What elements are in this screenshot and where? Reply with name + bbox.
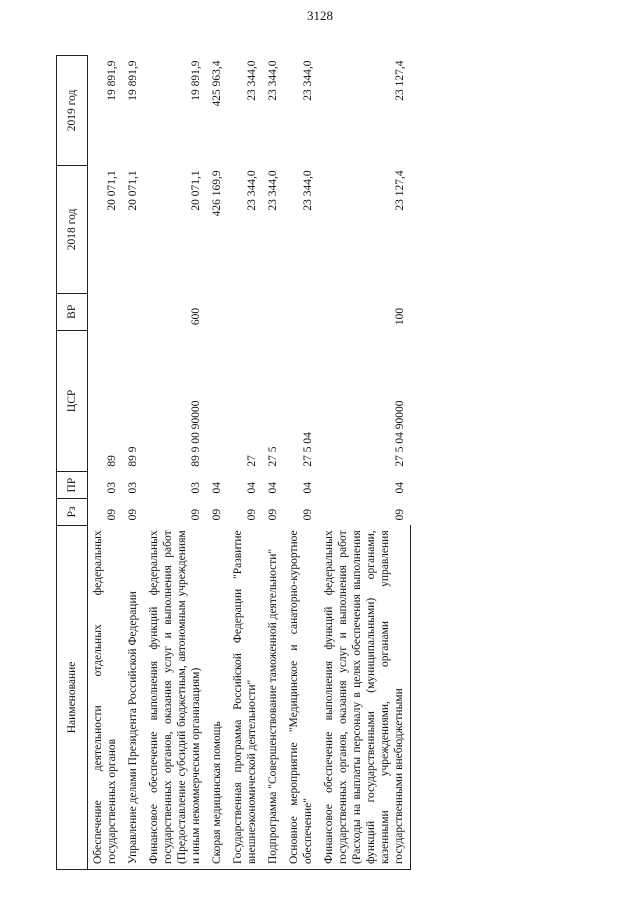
table-row xyxy=(144,56,207,870)
row-2019: 19 891,9 xyxy=(190,60,202,101)
table-header xyxy=(57,56,88,870)
row-vr: 100 xyxy=(393,307,406,326)
header-rz: Рз xyxy=(57,499,88,526)
header-vr: ВР xyxy=(57,294,88,331)
row-2018: 23 344,0 xyxy=(267,170,279,211)
table-row xyxy=(284,56,319,870)
row-vr xyxy=(228,294,263,331)
row-csr: 89 9 00 90000 xyxy=(190,400,202,467)
row-2019: 23 344,0 xyxy=(267,60,279,101)
row-2019: 425 963,4 xyxy=(211,60,223,107)
table-body xyxy=(88,56,411,870)
row-rz: 09 xyxy=(190,508,202,521)
page-number: 3128 xyxy=(307,8,333,23)
row-pr: 04 xyxy=(246,482,258,494)
table-row xyxy=(228,56,263,870)
row-2018: 426 169,9 xyxy=(211,170,223,217)
header-name: Наименование xyxy=(57,525,88,869)
row-csr xyxy=(207,330,228,472)
row-rz: 09 xyxy=(267,508,279,521)
header-2019: 2019 год xyxy=(57,56,88,166)
header-2018: 2018 год xyxy=(57,165,88,293)
table-row xyxy=(319,56,411,870)
row-vr: 600 xyxy=(190,307,202,326)
table-row xyxy=(88,56,124,870)
header-pr: ПР xyxy=(57,472,88,499)
row-rz: 09 xyxy=(106,508,118,521)
row-rz: 09 xyxy=(393,508,406,521)
row-vr xyxy=(284,294,319,331)
budget-table-rotated xyxy=(56,55,574,870)
row-rz: 09 xyxy=(302,508,314,521)
table-row xyxy=(123,56,144,870)
row-csr: 89 9 xyxy=(127,446,139,467)
budget-table xyxy=(56,55,411,870)
row-name: Управление делами Президента Российской Федерации xyxy=(123,525,144,869)
row-2019: 19 891,9 xyxy=(106,60,118,101)
row-pr: 04 xyxy=(211,482,223,494)
row-pr: 04 xyxy=(302,482,314,494)
row-csr: 89 xyxy=(106,455,118,467)
row-2018: 23 344,0 xyxy=(246,170,258,211)
row-vr xyxy=(123,294,144,331)
row-name: Подпрограмма "Совершенствование таможенной деятельности" xyxy=(263,525,284,869)
row-2018: 20 071,1 xyxy=(106,170,118,211)
row-pr: 04 xyxy=(393,482,406,494)
row-name: Финансовое обеспечение выполнения функций федеральных государственных органов, оказания услуг и выполнения работ (Предоставление субсидий бюджетным, автономным учреждениям и иным некоммерческим организациям) xyxy=(144,525,207,869)
row-pr: 03 xyxy=(190,482,202,494)
row-pr: 03 xyxy=(106,482,118,494)
row-2019: 23 127,4 xyxy=(393,60,406,101)
row-2019: 23 344,0 xyxy=(246,60,258,101)
row-2018: 23 127,4 xyxy=(393,170,406,211)
row-pr: 03 xyxy=(127,482,139,494)
row-csr: 27 5 04 xyxy=(302,432,314,467)
header-csr: ЦСР xyxy=(57,330,88,472)
row-vr xyxy=(88,294,124,331)
row-vr xyxy=(207,294,228,331)
row-rz: 09 xyxy=(211,508,223,521)
row-2019: 23 344,0 xyxy=(302,60,314,101)
row-name: Скорая медицинская помощь xyxy=(207,525,228,869)
table-row xyxy=(207,56,228,870)
row-vr xyxy=(263,294,284,331)
row-csr: 27 xyxy=(246,455,258,467)
row-csr: 27 5 xyxy=(267,446,279,467)
row-csr: 27 5 04 90000 xyxy=(393,400,406,467)
row-2019: 19 891,9 xyxy=(127,60,139,101)
row-rz: 09 xyxy=(127,508,139,521)
row-2018: 23 344,0 xyxy=(302,170,314,211)
row-2018: 20 071,1 xyxy=(127,170,139,211)
row-name: Основное мероприятие "Медицинское и санаторно-курортное обеспечение" xyxy=(284,525,319,869)
row-name: Финансовое обеспечение выполнения функций федеральных государственных органов, оказания услуг и выполнения работ (Расходы на выплаты персоналу в целях обеспечения выполнения функций государственными (муниципальными) органами, казенными учреждениями, органами управления государственными внебюджетными xyxy=(319,525,411,869)
row-name: Государственная программа Российской Федерации "Развитие внешнеэкономической деятельности" xyxy=(228,525,263,869)
table-row xyxy=(263,56,284,870)
row-pr: 04 xyxy=(267,482,279,494)
row-2018: 20 071,1 xyxy=(190,170,202,211)
row-rz: 09 xyxy=(246,508,258,521)
row-name: Обеспечение деятельности отдельных федеральных государственных органов xyxy=(88,525,124,869)
